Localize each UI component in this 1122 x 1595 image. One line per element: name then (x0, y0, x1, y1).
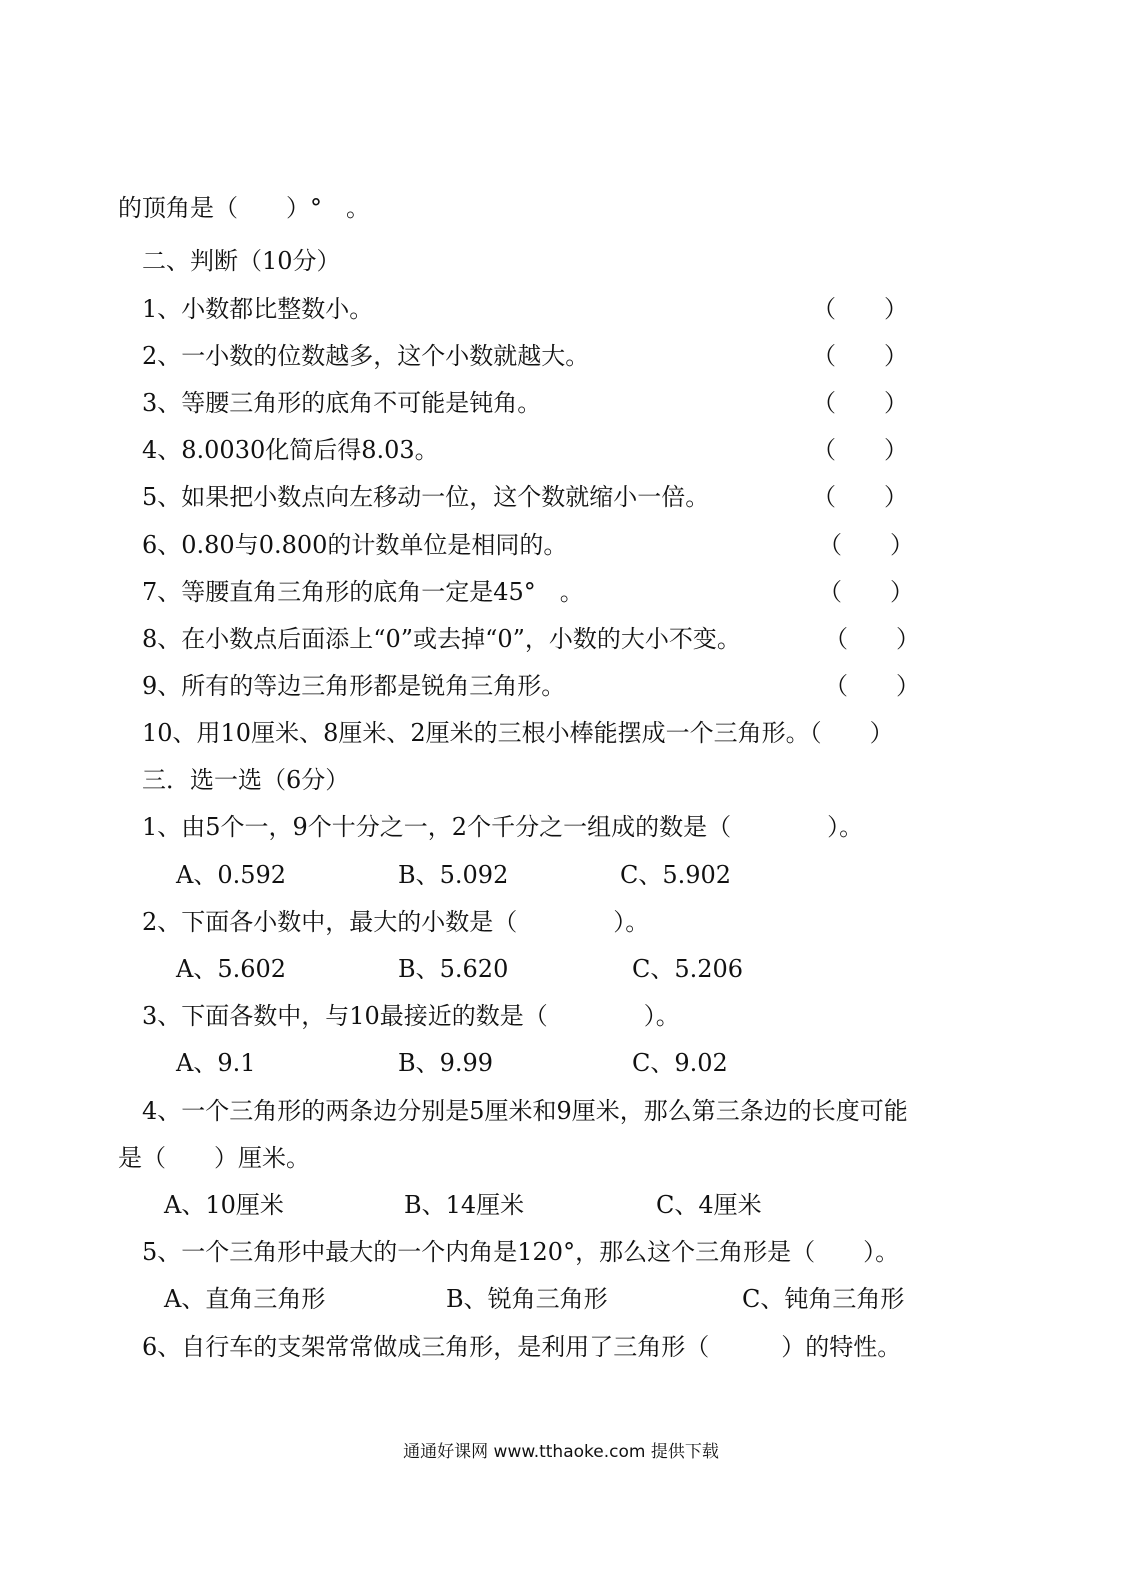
question-continuation: 的顶角是（ ）° 。 (118, 194, 370, 222)
choice-question: 3、下面各数中，与10最接近的数是（ ）。 (142, 1002, 680, 1030)
judge-item: 2、一小数的位数越多，这个小数就越大。 (142, 342, 590, 370)
judge-item: 3、等腰三角形的底角不可能是钝角。 (142, 389, 542, 417)
option-b: B、9.99 (398, 1049, 494, 1077)
judge-item: 10、用10厘米、8厘米、2厘米的三根小棒能摆成一个三角形。（ ） (142, 719, 894, 747)
choice-question: 5、一个三角形中最大的一个内角是120°，那么这个三角形是（ ）。 (142, 1238, 900, 1266)
answer-paren: （ ） (812, 295, 908, 323)
choice-question: 2、下面各小数中，最大的小数是（ ）。 (142, 908, 650, 936)
answer-paren: （ ） (812, 436, 908, 464)
judge-item: 8、在小数点后面添上“0”或去掉“0”，小数的大小不变。 (142, 625, 741, 653)
option-a: A、9.1 (176, 1049, 256, 1077)
section-heading-judge: 二、判断（10分） (142, 247, 341, 275)
judge-item: 4、8.0030化简后得8.03。 (142, 436, 439, 464)
option-b: B、5.092 (398, 861, 509, 889)
option-b: B、锐角三角形 (446, 1285, 608, 1313)
choice-question-continuation: 是（ ）厘米。 (118, 1144, 310, 1172)
option-c: C、9.02 (632, 1049, 728, 1077)
option-c: C、5.206 (632, 955, 744, 983)
judge-item: 7、等腰直角三角形的底角一定是45° 。 (142, 578, 584, 606)
judge-item: 5、如果把小数点向左移动一位，这个数就缩小一倍。 (142, 483, 710, 511)
option-c: C、4厘米 (656, 1191, 762, 1219)
option-c: C、钝角三角形 (742, 1285, 905, 1313)
choice-question: 1、由5个一，9个十分之一，2个千分之一组成的数是（ ）。 (142, 813, 864, 841)
answer-paren: （ ） (818, 531, 914, 559)
choice-question: 6、自行车的支架常常做成三角形，是利用了三角形（ ）的特性。 (142, 1333, 902, 1361)
option-b: B、14厘米 (404, 1191, 525, 1219)
answer-paren: （ ） (812, 389, 908, 417)
option-a: A、10厘米 (164, 1191, 284, 1219)
answer-paren: （ ） (818, 578, 914, 606)
judge-item: 1、小数都比整数小。 (142, 295, 374, 323)
page-footer: 通通好课网 www.tthaoke.com 提供下载 (403, 1442, 719, 1462)
choice-question: 4、一个三角形的两条边分别是5厘米和9厘米，那么第三条边的长度可能 (142, 1097, 908, 1125)
answer-paren: （ ） (812, 483, 908, 511)
judge-item: 6、0.80与0.800的计数单位是相同的。 (142, 531, 568, 559)
option-a: A、5.602 (176, 955, 287, 983)
option-a: A、直角三角形 (164, 1285, 326, 1313)
answer-paren: （ ） (824, 625, 920, 653)
option-c: C、5.902 (620, 861, 732, 889)
section-heading-choose: 三．选一选（6分） (142, 766, 350, 794)
option-a: A、0.592 (176, 861, 287, 889)
answer-paren: （ ） (824, 672, 920, 700)
judge-item: 9、所有的等边三角形都是锐角三角形。 (142, 672, 566, 700)
answer-paren: （ ） (812, 342, 908, 370)
option-b: B、5.620 (398, 955, 509, 983)
